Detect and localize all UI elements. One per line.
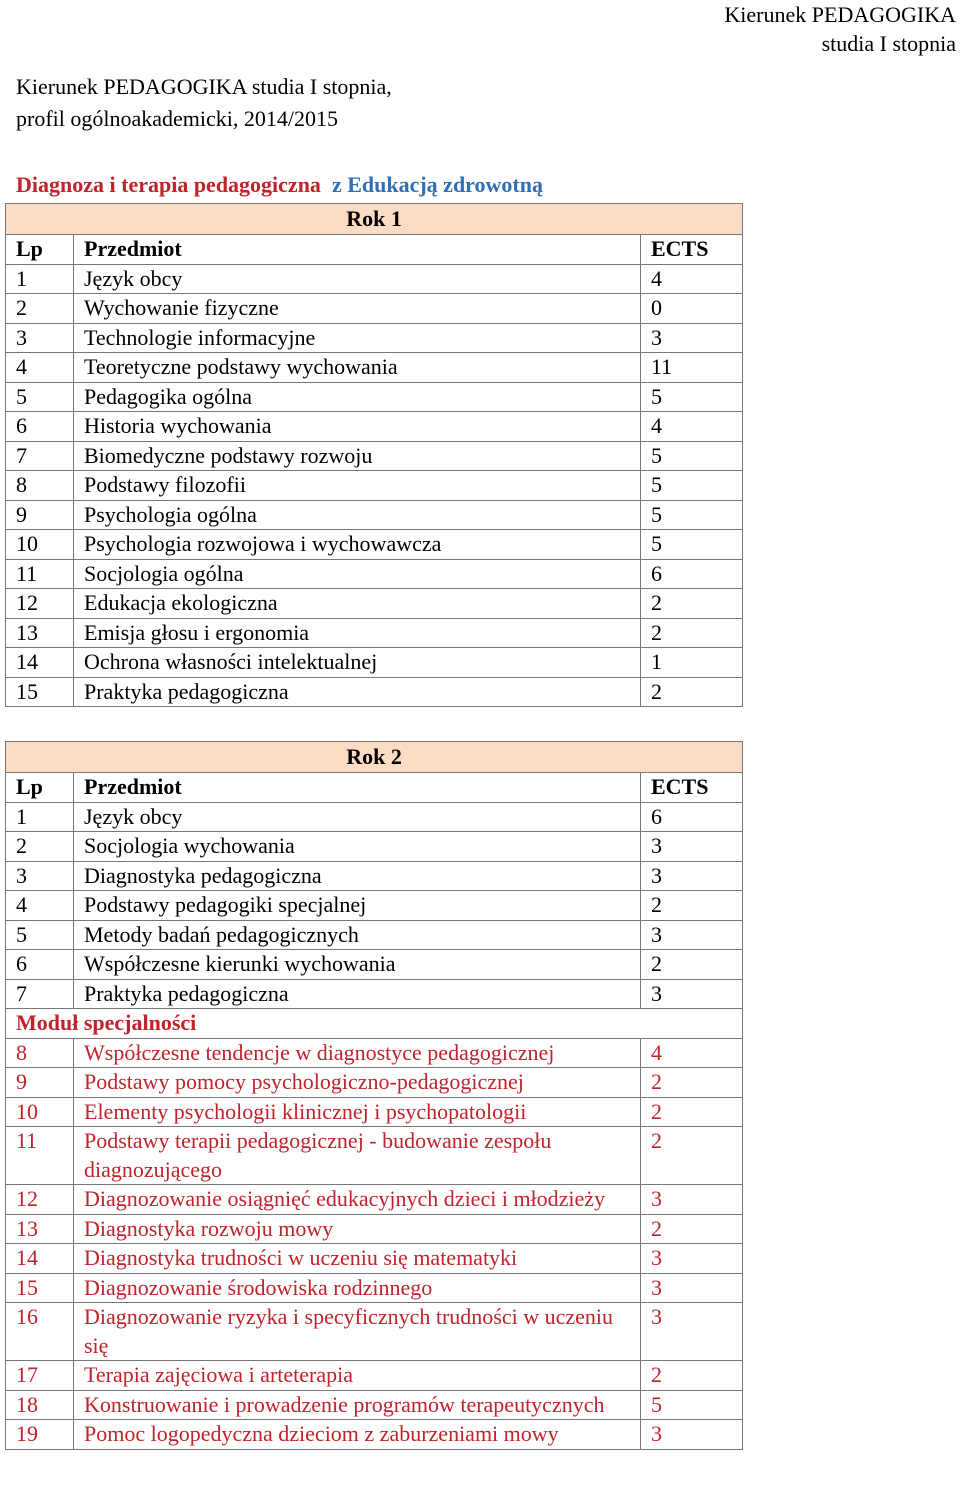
- row-ects: 5: [641, 382, 743, 412]
- table-row: [6, 1390, 743, 1420]
- row-ects: 1: [641, 648, 743, 678]
- row-subject: Metody badań pedagogicznych: [74, 920, 641, 950]
- table-row: [6, 412, 743, 442]
- row-subject: Elementy psychologii klinicznej i psychopatologii: [74, 1097, 641, 1127]
- table-row: [6, 1303, 743, 1361]
- table-row: [6, 1127, 743, 1185]
- row-ects: 2: [641, 1361, 743, 1391]
- running-header-line1: Kierunek PEDAGOGIKA: [724, 2, 956, 27]
- column-ects-header: ECTS: [641, 773, 743, 803]
- table-row: [6, 294, 743, 324]
- row-subject: Diagnostyka trudności w uczeniu się matematyki: [74, 1244, 641, 1274]
- table-row: [6, 1244, 743, 1274]
- row-ects: 5: [641, 500, 743, 530]
- specialization-heading: [16, 170, 543, 200]
- row-ects: 2: [641, 589, 743, 619]
- table-row: [6, 891, 743, 921]
- row-lp: 3: [6, 861, 74, 891]
- row-lp: 10: [6, 530, 74, 560]
- module-heading: Moduł specjalności: [6, 1009, 743, 1039]
- row-lp: 12: [6, 1185, 74, 1215]
- row-ects: 4: [641, 412, 743, 442]
- table-row: [6, 861, 743, 891]
- row-lp: 1: [6, 264, 74, 294]
- row-subject: Podstawy filozofii: [74, 471, 641, 501]
- table-row: [6, 1361, 743, 1391]
- column-lp-header: Lp: [6, 235, 74, 265]
- row-subject: Diagnozowanie osiągnięć edukacyjnych dzieci i młodzieży: [74, 1185, 641, 1215]
- column-subject-header: Przedmiot: [74, 235, 641, 265]
- row-subject: Konstruowanie i prowadzenie programów terapeutycznych: [74, 1390, 641, 1420]
- row-ects: 2: [641, 618, 743, 648]
- row-subject: Praktyka pedagogiczna: [74, 677, 641, 707]
- row-lp: 18: [6, 1390, 74, 1420]
- document-title-line2: profil ogólnoakademicki, 2014/2015: [16, 106, 338, 131]
- table-row: [6, 802, 743, 832]
- row-ects: 3: [641, 1273, 743, 1303]
- row-subject: Diagnozowanie środowiska rodzinnego: [74, 1273, 641, 1303]
- row-ects: 5: [641, 441, 743, 471]
- table-row: [6, 1038, 743, 1068]
- table-row: [6, 950, 743, 980]
- row-ects: 6: [641, 802, 743, 832]
- table-row: [6, 500, 743, 530]
- column-lp-header: Lp: [6, 773, 74, 803]
- row-ects: 3: [641, 1185, 743, 1215]
- table-row: [6, 353, 743, 383]
- row-subject: Edukacja ekologiczna: [74, 589, 641, 619]
- row-subject: Podstawy terapii pedagogicznej - budowanie zespołu diagnozującego: [74, 1127, 641, 1185]
- column-subject-header: Przedmiot: [74, 773, 641, 803]
- row-subject: Diagnostyka rozwoju mowy: [74, 1214, 641, 1244]
- table-row: [6, 920, 743, 950]
- row-ects: 6: [641, 559, 743, 589]
- row-subject: Socjologia ogólna: [74, 559, 641, 589]
- year2-heading: Rok 2: [6, 742, 743, 773]
- row-lp: 11: [6, 559, 74, 589]
- row-ects: 3: [641, 1244, 743, 1274]
- running-header-line2: studia I stopnia: [821, 31, 956, 56]
- row-lp: 5: [6, 382, 74, 412]
- row-subject: Pomoc logopedyczna dzieciom z zaburzeniami mowy: [74, 1420, 641, 1450]
- row-lp: 19: [6, 1420, 74, 1450]
- row-subject: Diagnostyka pedagogiczna: [74, 861, 641, 891]
- row-ects: 5: [641, 530, 743, 560]
- row-lp: 14: [6, 1244, 74, 1274]
- row-lp: 6: [6, 950, 74, 980]
- row-ects: 3: [641, 1303, 743, 1361]
- row-subject: Ochrona własności intelektualnej: [74, 648, 641, 678]
- table-row: [6, 1068, 743, 1098]
- table-row: [6, 589, 743, 619]
- row-subject: Psychologia rozwojowa i wychowawcza: [74, 530, 641, 560]
- module-heading-row: [6, 1009, 743, 1039]
- row-lp: 4: [6, 353, 74, 383]
- row-lp: 1: [6, 802, 74, 832]
- table-row: [6, 323, 743, 353]
- row-subject: Podstawy pomocy psychologiczno-pedagogicznej: [74, 1068, 641, 1098]
- row-lp: 3: [6, 323, 74, 353]
- row-lp: 12: [6, 589, 74, 619]
- row-lp: 9: [6, 500, 74, 530]
- row-lp: 15: [6, 1273, 74, 1303]
- row-ects: 3: [641, 979, 743, 1009]
- document-title-line1: Kierunek PEDAGOGIKA studia I stopnia,: [16, 74, 392, 99]
- table-row: [6, 677, 743, 707]
- table-row: [6, 1097, 743, 1127]
- row-lp: 9: [6, 1068, 74, 1098]
- row-lp: 2: [6, 832, 74, 862]
- row-subject: Praktyka pedagogiczna: [74, 979, 641, 1009]
- row-lp: 13: [6, 618, 74, 648]
- row-subject: Technologie informacyjne: [74, 323, 641, 353]
- row-lp: 13: [6, 1214, 74, 1244]
- table-row: [6, 559, 743, 589]
- year1-table: [5, 203, 743, 707]
- row-lp: 15: [6, 677, 74, 707]
- row-lp: 2: [6, 294, 74, 324]
- row-subject: Podstawy pedagogiki specjalnej: [74, 891, 641, 921]
- document-title: [16, 71, 392, 135]
- row-subject: Terapia zajęciowa i arteterapia: [74, 1361, 641, 1391]
- row-subject: Teoretyczne podstawy wychowania: [74, 353, 641, 383]
- row-subject: Diagnozowanie ryzyka i specyficznych trudności w uczeniu się: [74, 1303, 641, 1361]
- row-ects: 11: [641, 353, 743, 383]
- row-ects: 3: [641, 920, 743, 950]
- row-ects: 3: [641, 832, 743, 862]
- row-ects: 5: [641, 471, 743, 501]
- table-row: [6, 1214, 743, 1244]
- table-row: [6, 441, 743, 471]
- table-row: [6, 1420, 743, 1450]
- year2-table: [5, 741, 743, 1450]
- table-row: [6, 471, 743, 501]
- row-subject: Psychologia ogólna: [74, 500, 641, 530]
- row-subject: Socjologia wychowania: [74, 832, 641, 862]
- row-subject: Wychowanie fizyczne: [74, 294, 641, 324]
- row-lp: 17: [6, 1361, 74, 1391]
- running-header: [724, 0, 956, 58]
- row-lp: 4: [6, 891, 74, 921]
- row-lp: 7: [6, 441, 74, 471]
- row-subject: Emisja głosu i ergonomia: [74, 618, 641, 648]
- table-row: [6, 832, 743, 862]
- row-lp: 16: [6, 1303, 74, 1361]
- row-lp: 5: [6, 920, 74, 950]
- row-subject: Język obcy: [74, 802, 641, 832]
- row-ects: 0: [641, 294, 743, 324]
- row-lp: 8: [6, 471, 74, 501]
- row-ects: 3: [641, 861, 743, 891]
- row-lp: 8: [6, 1038, 74, 1068]
- row-subject: Współczesne tendencje w diagnostyce pedagogicznej: [74, 1038, 641, 1068]
- row-ects: 2: [641, 891, 743, 921]
- row-ects: 2: [641, 1068, 743, 1098]
- row-ects: 3: [641, 323, 743, 353]
- table-row: [6, 1273, 743, 1303]
- row-subject: Współczesne kierunki wychowania: [74, 950, 641, 980]
- row-subject: Biomedyczne podstawy rozwoju: [74, 441, 641, 471]
- row-ects: 2: [641, 950, 743, 980]
- row-ects: 2: [641, 1097, 743, 1127]
- table-row: [6, 979, 743, 1009]
- table-row: [6, 618, 743, 648]
- row-lp: 6: [6, 412, 74, 442]
- specialization-subname: z Edukacją zdrowotną: [331, 172, 543, 197]
- row-ects: 4: [641, 264, 743, 294]
- year1-heading: Rok 1: [6, 204, 743, 235]
- specialization-name: Diagnoza i terapia pedagogiczna: [16, 172, 321, 197]
- row-subject: Pedagogika ogólna: [74, 382, 641, 412]
- row-lp: 10: [6, 1097, 74, 1127]
- row-ects: 2: [641, 677, 743, 707]
- row-lp: 11: [6, 1127, 74, 1185]
- row-ects: 3: [641, 1420, 743, 1450]
- table-row: [6, 648, 743, 678]
- row-subject: Historia wychowania: [74, 412, 641, 442]
- column-ects-header: ECTS: [641, 235, 743, 265]
- row-lp: 14: [6, 648, 74, 678]
- row-ects: 4: [641, 1038, 743, 1068]
- row-subject: Język obcy: [74, 264, 641, 294]
- year2-header-row: [6, 773, 743, 803]
- row-ects: 2: [641, 1214, 743, 1244]
- table-row: [6, 264, 743, 294]
- row-ects: 2: [641, 1127, 743, 1185]
- year1-header-row: [6, 235, 743, 265]
- table-row: [6, 382, 743, 412]
- row-ects: 5: [641, 1390, 743, 1420]
- row-lp: 7: [6, 979, 74, 1009]
- table-row: [6, 1185, 743, 1215]
- table-row: [6, 530, 743, 560]
